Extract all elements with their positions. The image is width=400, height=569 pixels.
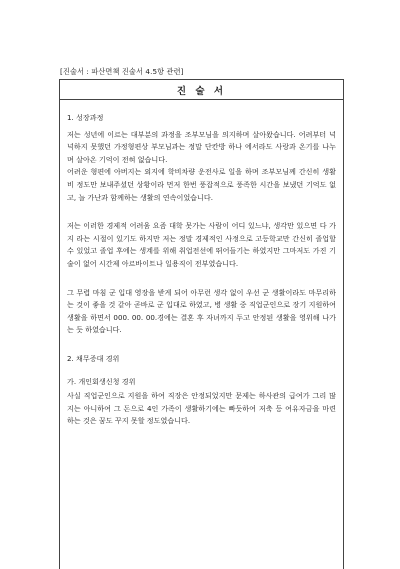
- paragraph: 저는 이러한 경제적 어려움 요즘 대학 못가는 사람이 어디 있느냐, 생각만 있으면 다 가지 라는 시절이 있기도 하지만 저는 정말 경제적인 사정으로 고등학교만 간신히 졸업할 수 있었고 졸업 후에는 생계를 위해 취업전선에 뛰어들기는 하였지만 그마저도 가진 기술이 없어 시간제 아르바이트나 일용직이 전부였습니다.: [67, 221, 336, 268]
- section-heading-growth: 1. 성장과정: [67, 113, 104, 122]
- paragraph: 어려운 형편에 아버지는 외지에 학비차량 운전사로 일을 하며 조부모님께 간신히 생활비 정도만 보내주셨던 상황이라 먼저 한번 풍잡적으로 풍족한 시간을 보냈던 기억도 없고, 늘 가난과 함께하는 생활의 연속이었습니다.: [67, 167, 336, 202]
- statement-document: [59, 79, 344, 569]
- title-row: [60, 80, 343, 100]
- paragraph: 그 무렵 마침 군 입대 영장을 받게 되어 아무런 생각 없이 우선 군 생활이라도 마무리하는 것이 좋을 것 같아 곧바로 군 입대로 하였고, 병 생활 중 직업군인으로 장기 지원하여 생활을 하면서 000. 00. 00.경에는 결혼 후 자녀까지 두고 안정된 생활을 영위해 나가는 듯 하였습니다.: [67, 287, 336, 335]
- document-header-label: [진술서 : 파산면책 진술서 4.5항 관련]: [60, 67, 184, 76]
- paragraph: 저는 성년에 이르는 대부분의 과정을 조부모님을 의지하며 살아왔습니다. 어려부터 넉넉하지 못했던 가정형편상 부모님과는 정말 단칸방 하나 에서라도 사랑과 온기를 나누며 살아온 기억이 전혀 없습니다.: [67, 129, 336, 164]
- document-body: [60, 100, 343, 444]
- subsection-heading: 가. 개인회생신청 경위: [67, 376, 136, 386]
- document-title: 진 술 서: [176, 85, 227, 97]
- paragraph: 사실 직업군인으로 지원을 하여 직장은 안정되었지만 문제는 하사관의 급여가 그리 많지는 아니하여 그 돈으로 4인 가족이 생활하기에는 빠듯하여 저축 등 여유자금을 마련하는 것은 꿈도 꾸지 못할 정도였습니다.: [67, 391, 336, 426]
- section-heading-debt: 2. 채무증대 경위: [67, 353, 120, 363]
